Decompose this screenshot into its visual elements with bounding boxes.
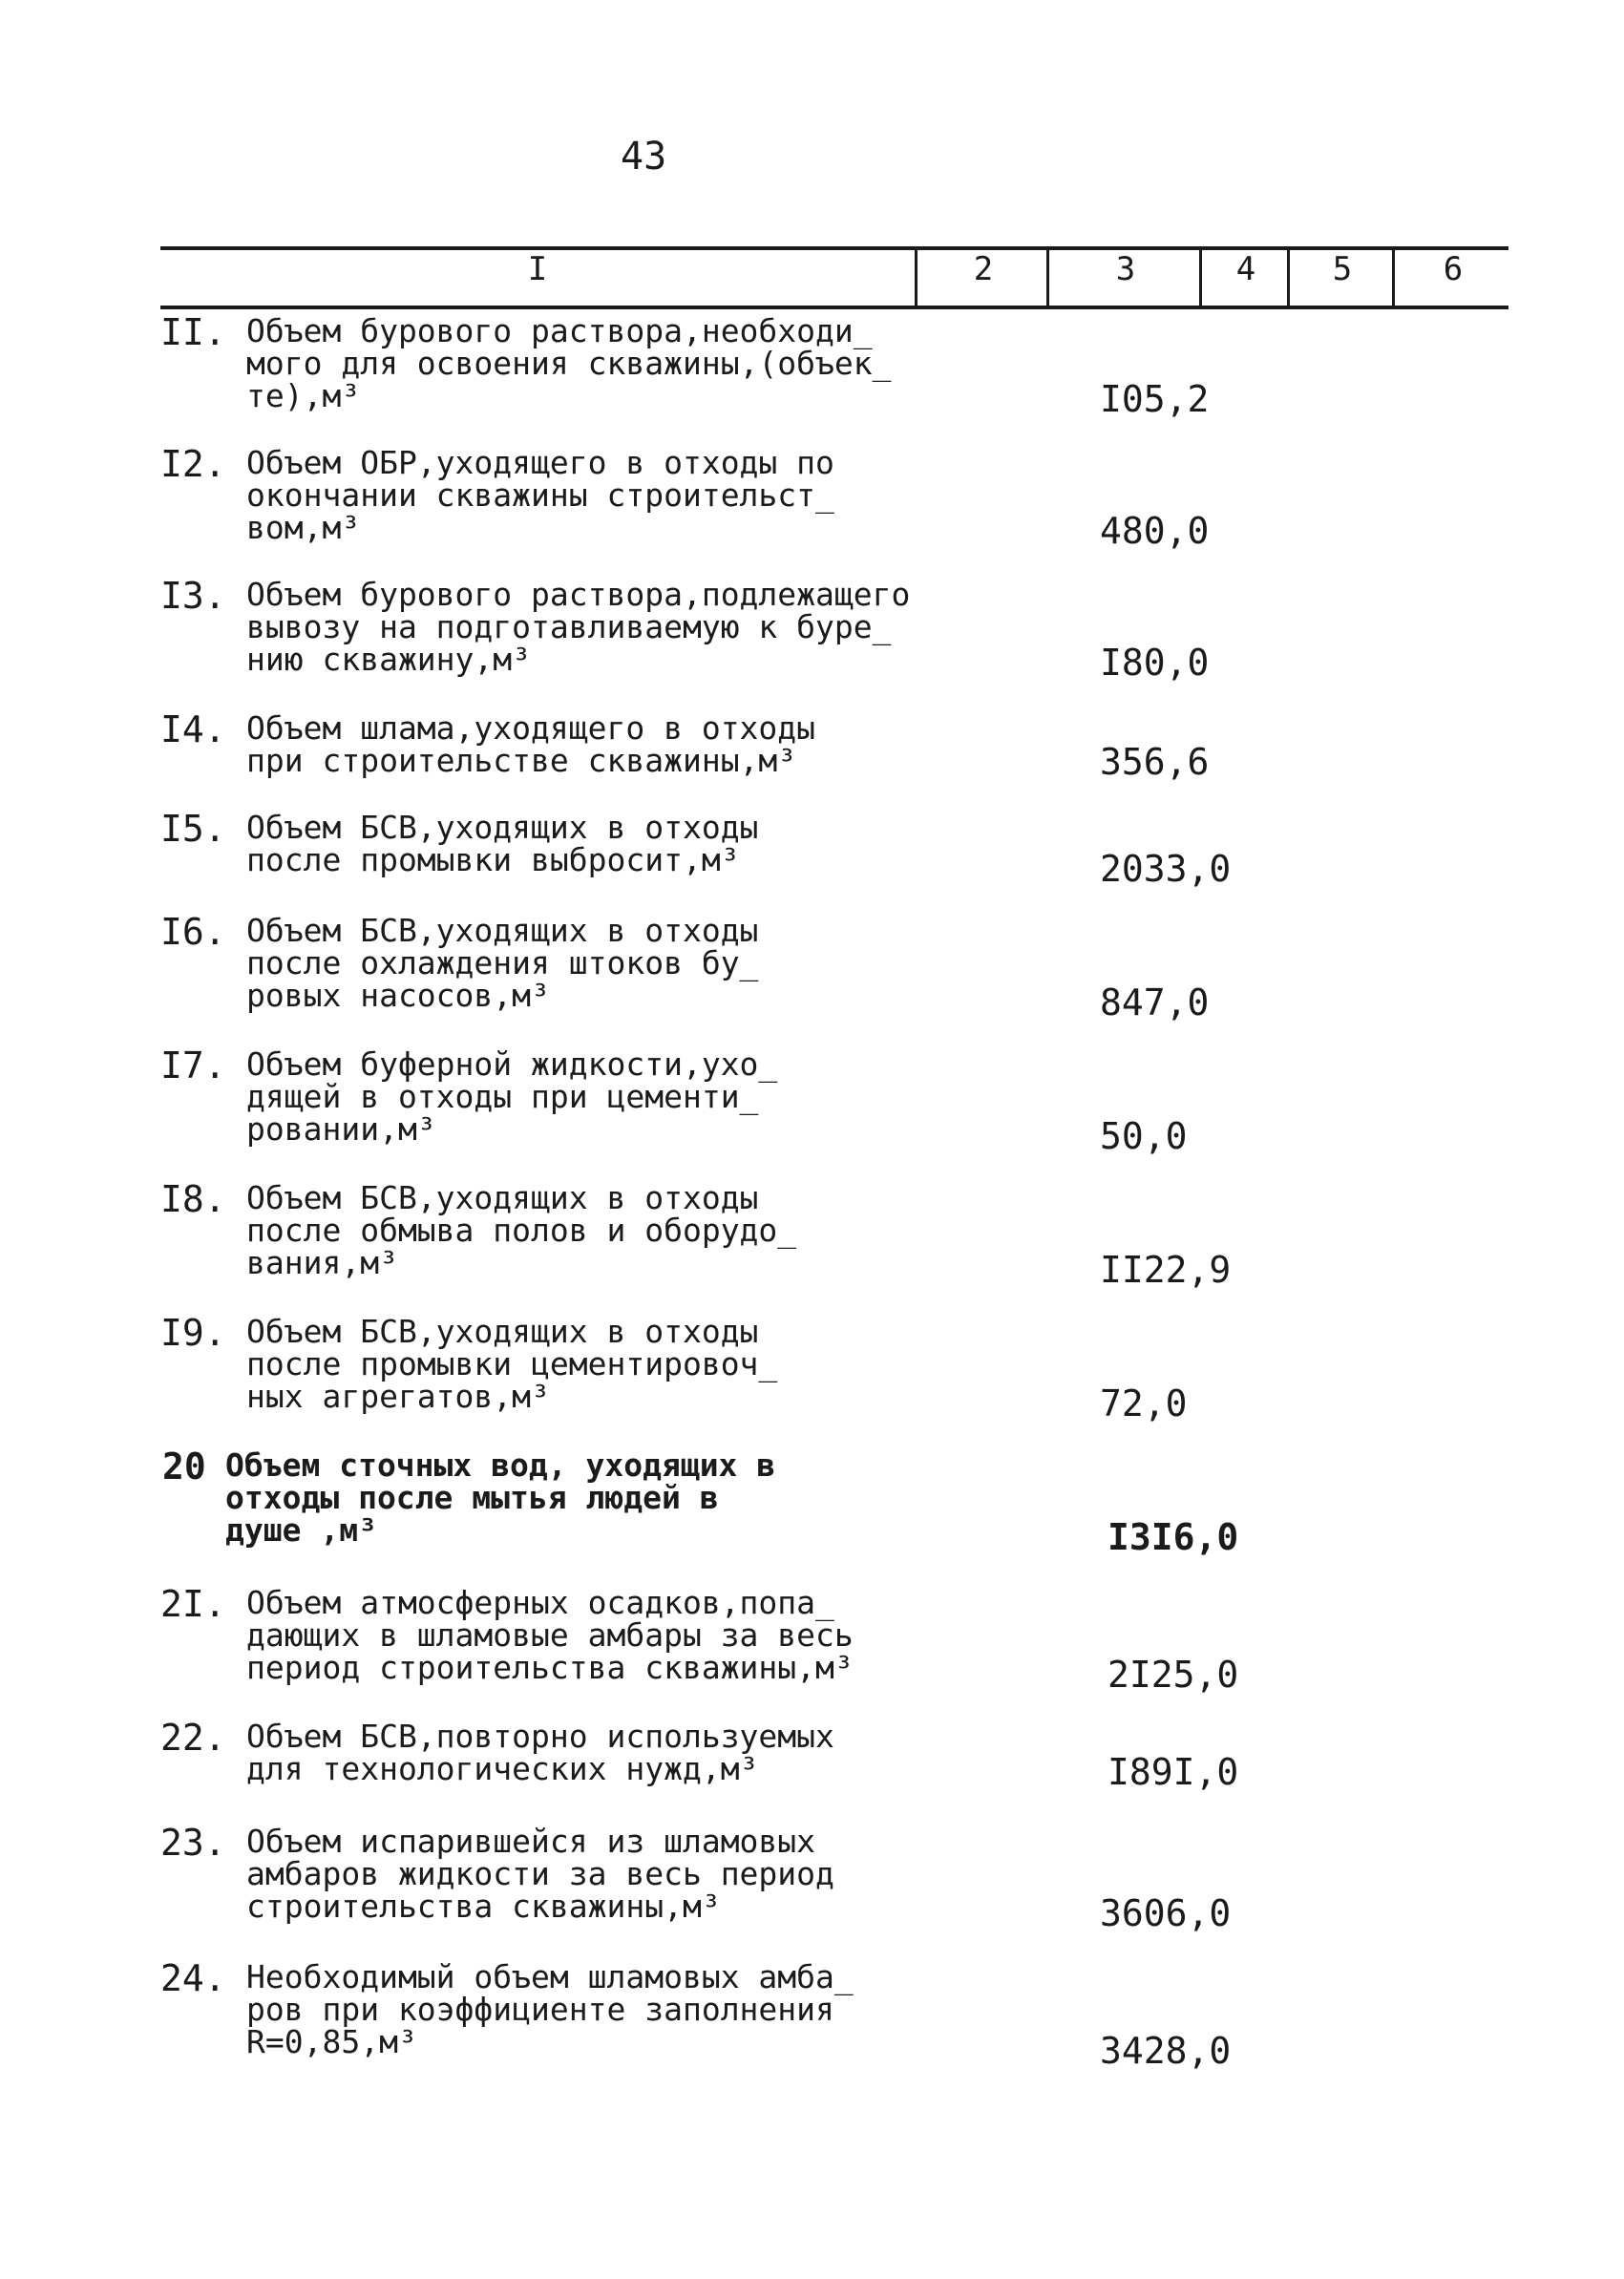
column-header-1: I: [527, 250, 548, 288]
row-value: II22,9: [1100, 1249, 1232, 1291]
row-description: Объем БСВ,уходящих в отходы после обмыва полов и оборудо_ вания,м³: [246, 1179, 797, 1281]
row-description: Объем атмосферных осадков,попа_ дающих в шламовые амбары за весь период строительства скважины,м³: [246, 1584, 854, 1686]
row-description: Объем бурового раствора,необходи_ мого для освоения скважины,(объек_ те),м³: [246, 312, 892, 414]
column-header-6: 6: [1392, 250, 1511, 306]
row-number: I5.: [160, 808, 226, 850]
page-number: 43: [621, 135, 667, 179]
row-value: I89I,0: [1107, 1751, 1239, 1793]
row-value: I3I6,0: [1107, 1516, 1239, 1558]
row-value: I05,2: [1100, 378, 1210, 420]
row-number: I8.: [160, 1178, 226, 1220]
row-number: 23.: [160, 1822, 226, 1864]
row-description: Объем БСВ,уходящих в отходы после промывки цементировоч_ ных агрегатов,м³: [246, 1313, 778, 1415]
row-value: 72,0: [1100, 1382, 1188, 1424]
column-header-3: 3: [1046, 250, 1202, 306]
row-value: I80,0: [1100, 642, 1210, 684]
row-description: Необходимый объем шламовых амба_ ров при коэффициенте заполнения R=0,85,м³: [246, 1958, 854, 2060]
row-number: II.: [160, 311, 226, 353]
row-description: Объем сточных вод, уходящих в отходы после мытья людей в душе ,м³: [225, 1446, 776, 1549]
row-number: 20: [162, 1445, 206, 1488]
row-value: 2033,0: [1100, 848, 1232, 890]
row-number: I9.: [160, 1312, 226, 1354]
row-description: Объем буферной жидкости,ухо_ дящей в отходы при цементи_ ровании,м³: [246, 1045, 778, 1148]
row-number: I3.: [160, 575, 226, 617]
column-header-4: 4: [1199, 250, 1290, 306]
row-number: 24.: [160, 1957, 226, 1999]
column-header-2: 2: [915, 250, 1049, 306]
row-description: Объем шлама,уходящего в отходы при строительстве скважины,м³: [246, 709, 816, 779]
column-header-5: 5: [1287, 250, 1395, 306]
row-number: I2.: [160, 443, 226, 485]
row-description: Объем испарившейся из шламовых амбаров жидкости за весь период строительства скважины,м³: [246, 1823, 834, 1925]
row-number: I7.: [160, 1045, 226, 1087]
row-description: Объем БСВ,уходящих в отходы после охлаждения штоков бу_ ровых насосов,м³: [246, 912, 759, 1014]
row-number: I4.: [160, 708, 226, 750]
row-value: 50,0: [1100, 1115, 1188, 1157]
row-description: Объем БСВ,уходящих в отходы после промывки выбросит,м³: [246, 809, 759, 878]
row-value: 480,0: [1100, 510, 1210, 552]
row-number: 2I.: [160, 1583, 226, 1625]
row-value: 847,0: [1100, 981, 1210, 1023]
row-description: Объем БСВ,повторно используемых для технологических нужд,м³: [246, 1718, 834, 1787]
row-value: 3606,0: [1100, 1892, 1232, 1934]
row-value: 2I25,0: [1107, 1654, 1239, 1696]
row-number: 22.: [160, 1717, 226, 1759]
row-description: Объем бурового раствора,подлежащего вывозу на подготавливаемую к буре_ нию скважину,м³: [246, 576, 911, 678]
row-value: 356,6: [1100, 741, 1210, 783]
row-number: I6.: [160, 911, 226, 953]
table-header: [160, 246, 1508, 309]
row-description: Объем ОБР,уходящего в отходы по окончании скважины строительст_ вом,м³: [246, 444, 834, 546]
row-value: 3428,0: [1100, 2030, 1232, 2072]
